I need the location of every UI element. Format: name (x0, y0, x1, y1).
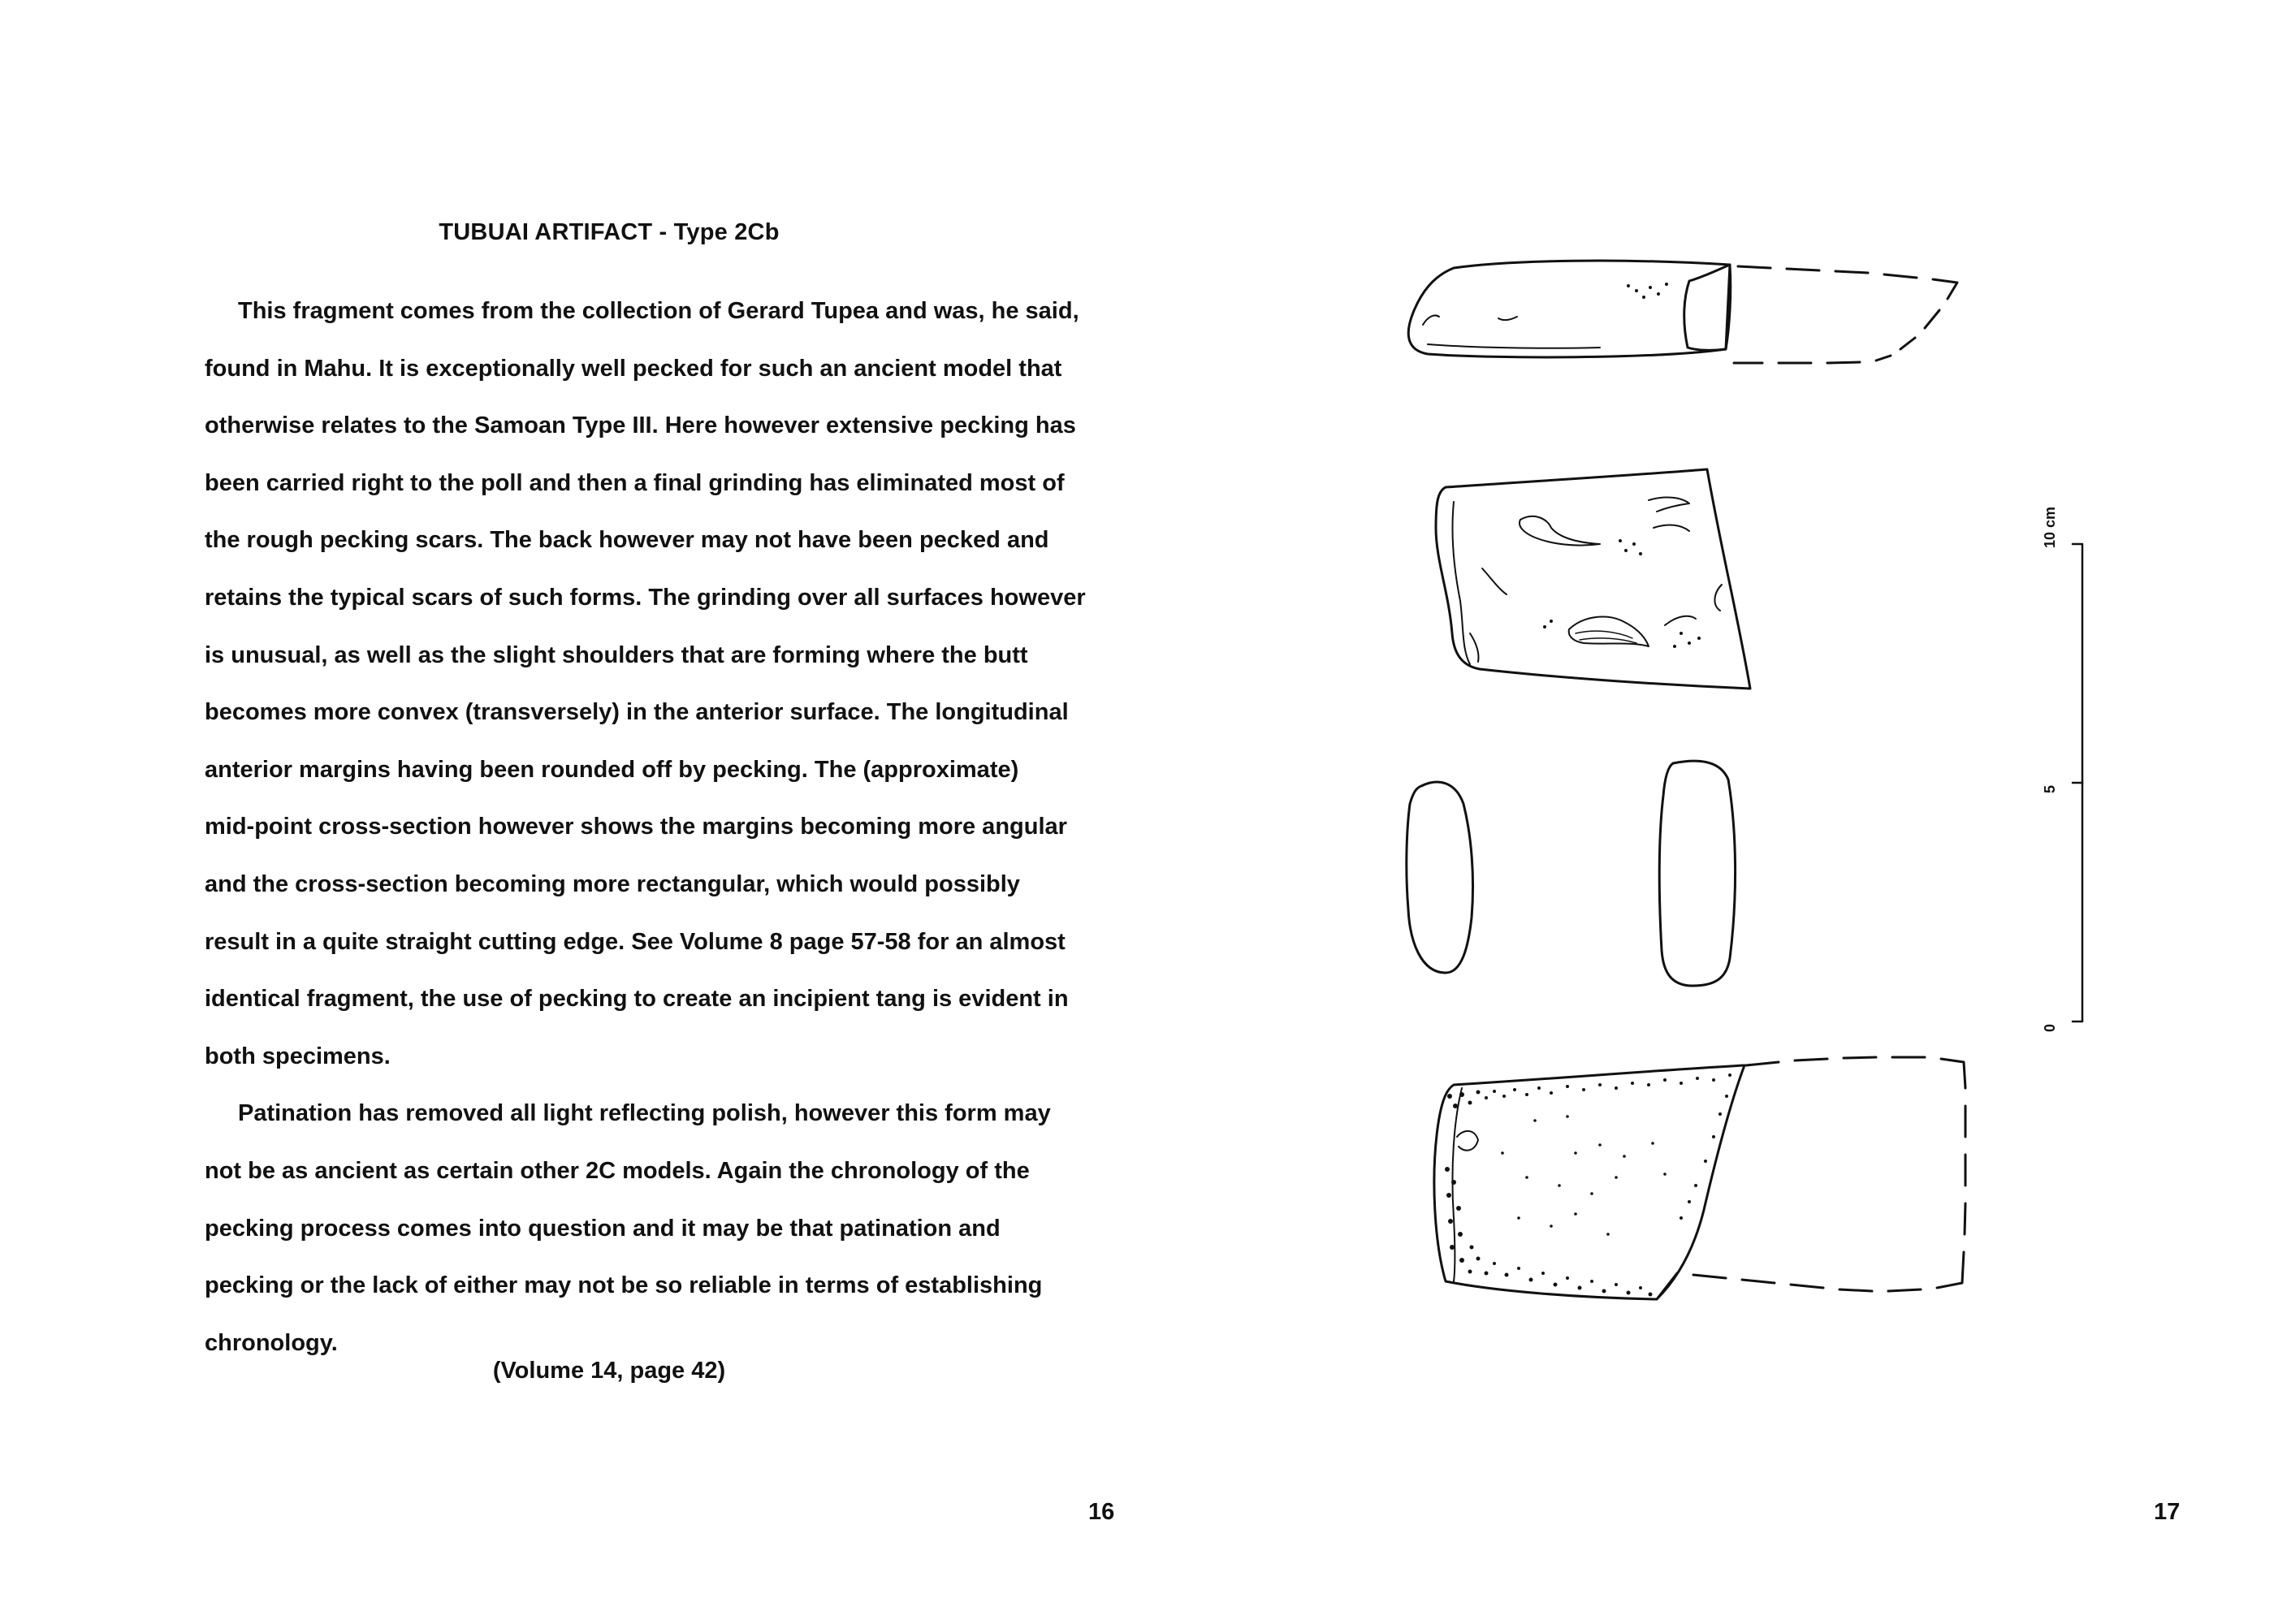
text-line: pecking process comes into question and it may be that patination and (205, 1215, 1001, 1242)
text-line: This fragment comes from the collection of Gerard Tupea and was, he said, (238, 298, 1079, 324)
artifact-drawings (1332, 244, 2225, 1364)
text-line: chronology. (205, 1329, 338, 1356)
text-line: pecking or the lack of either may not be so reliable in terms of establishing (205, 1272, 1043, 1299)
text-line: been carried right to the poll and then a final grinding has eliminated most of (205, 469, 1065, 496)
body-text (205, 283, 1114, 1371)
text-line: retains the typical scars of such forms. The grinding over all surfaces however (205, 584, 1086, 611)
text-line: both specimens. (205, 1043, 391, 1069)
front-face-drawing (1436, 469, 1750, 689)
citation: (Volume 14, page 42) (492, 1358, 726, 1384)
text-line: mid-point cross-section however shows the margins becoming more angular (205, 814, 1067, 840)
cross-section-right (1659, 761, 1735, 986)
text-line: otherwise relates to the Samoan Type III. Here however extensive pecking has (205, 412, 1076, 439)
cross-section-left (1407, 782, 1473, 973)
back-face-drawing (1434, 1057, 1965, 1299)
paragraph-2 (205, 1085, 1114, 1371)
text-line: becomes more convex (transversely) in the anterior surface. The longitudinal (205, 699, 1069, 726)
text-line: anterior margins having been rounded off by pecking. The (approximate) (205, 756, 1019, 783)
text-line: Patination has removed all light reflecting polish, however this form may (238, 1100, 1051, 1127)
scale-label-0: 0 (2042, 1023, 2058, 1033)
text-line: is unusual, as well as the slight shoulders that are forming where the butt (205, 641, 1028, 668)
text-line: the rough pecking scars. The back however may not have been pecked and (205, 527, 1049, 554)
page-number-right: 17 (2154, 1499, 2181, 1525)
text-line: and the cross-section becoming more rectangular, which would possibly (205, 870, 1020, 897)
page-number-left: 16 (1088, 1499, 1115, 1525)
text-line: found in Mahu. It is exceptionally well pecked for such an ancient model that (205, 355, 1062, 382)
page-title: TUBUAI ARTIFACT - Type 2Cb (439, 219, 780, 245)
scale-label-10: 10 cm (2042, 506, 2058, 548)
paragraph-1 (205, 283, 1114, 1085)
text-line: not be as ancient as certain other 2C models. Again the chronology of the (205, 1157, 1030, 1184)
scale-label-5: 5 (2042, 784, 2058, 794)
scale-bar (2073, 544, 2082, 1021)
side-profile-drawing (1408, 261, 1957, 363)
text-line: identical fragment, the use of pecking to create an incipient tang is evident in (205, 986, 1069, 1013)
text-line: result in a quite straight cutting edge. See Volume 8 page 57-58 for an almost (205, 928, 1066, 955)
